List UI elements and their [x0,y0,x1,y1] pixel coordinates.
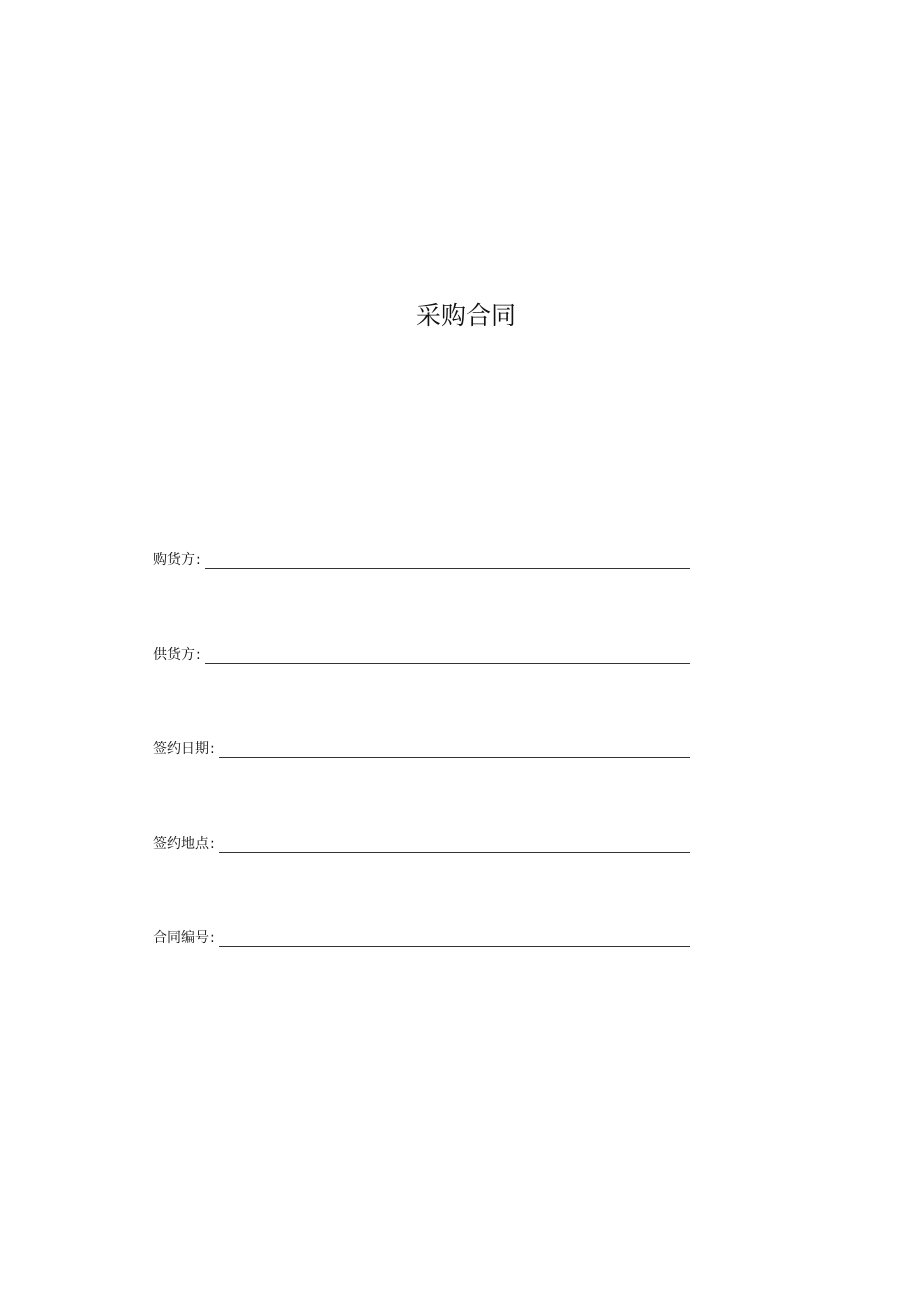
blank-line-signing-place[interactable] [219,852,690,853]
field-label-supplier: 供货方 [153,647,195,663]
field-colon: : [196,552,201,568]
field-buyer [153,545,690,569]
field-colon: : [196,647,201,663]
document-title: 采购合同 [415,301,516,330]
field-supplier [153,640,690,664]
field-label-buyer: 购货方 [153,552,195,568]
blank-line-signing-date[interactable] [219,757,690,758]
field-label-contract-number: 合同编号 [153,930,209,946]
blank-line-contract-number[interactable] [219,946,690,947]
field-label-signing-date: 签约日期 [153,741,209,757]
field-label-signing-place: 签约地点 [153,836,209,852]
field-colon: : [210,930,215,946]
field-signing-date [153,734,690,758]
field-colon: : [210,741,215,757]
field-signing-place [153,829,690,853]
blank-line-supplier[interactable] [205,663,690,664]
field-contract-number [153,923,690,947]
blank-line-buyer[interactable] [205,568,690,569]
field-colon: : [210,836,215,852]
